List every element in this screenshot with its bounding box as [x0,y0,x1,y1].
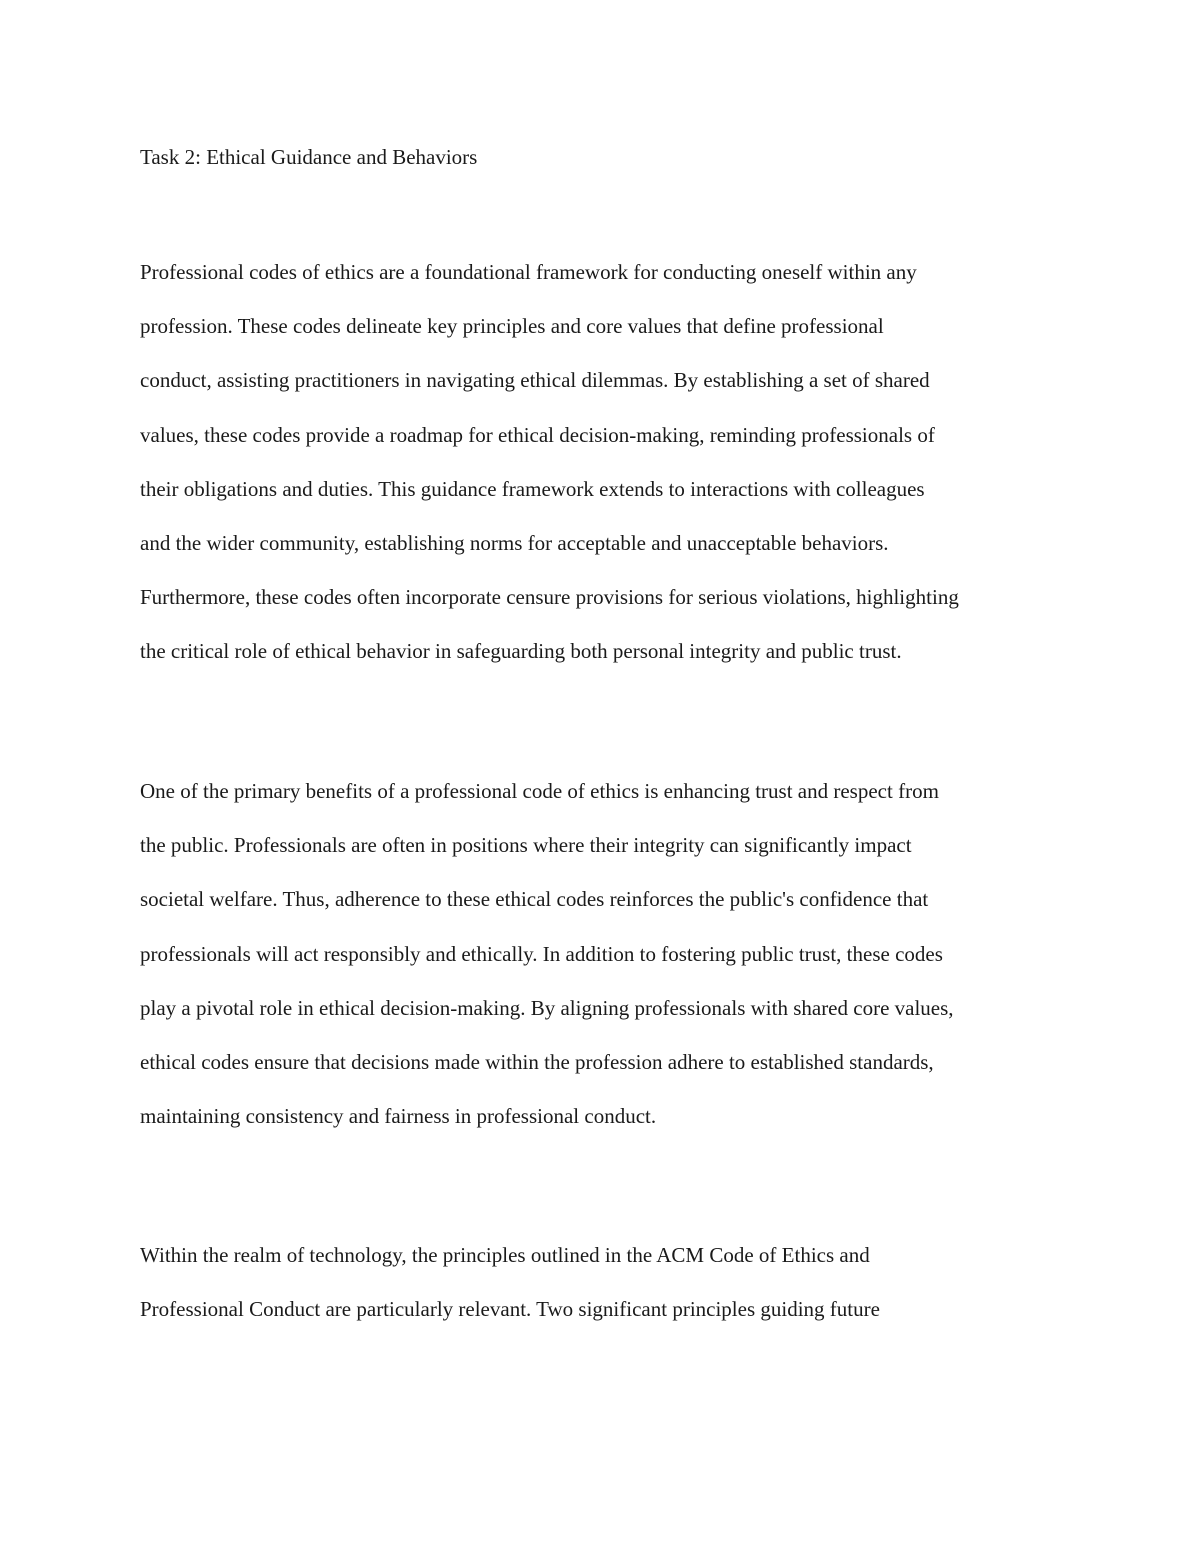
text-line: Professional codes of ethics are a foundational framework for conducting oneself within any [140,260,917,284]
text-line: the critical role of ethical behavior in safeguarding both personal integrity and public trust. [140,639,902,664]
text-line: Professional Conduct are particularly relevant. Two significant principles guiding future [140,1297,880,1322]
text-line: ethical codes ensure that decisions made within the profession adhere to established standards, [140,1049,934,1074]
paragraph-ethics-codes-overview [140,258,959,692]
text-line: conduct, assisting practitioners in navigating ethical dilemmas. By establishing a set of shared [140,368,930,393]
paragraph-acm-code [140,1241,880,1349]
text-line: profession. These codes delineate key principles and core values that define professional [140,314,884,339]
text-line: One of the primary benefits of a professional code of ethics is enhancing trust and respect from [140,779,939,803]
text-line: Furthermore, these codes often incorporate censure provisions for serious violations, highlighting [140,585,959,610]
text-line: their obligations and duties. This guidance framework extends to interactions with colleagues [140,476,925,501]
text-line: Within the realm of technology, the principles outlined in the ACM Code of Ethics and [140,1243,870,1267]
text-line: values, these codes provide a roadmap for ethical decision-making, reminding professionals of [140,422,935,447]
document-title: Task 2: Ethical Guidance and Behaviors [140,145,478,169]
text-line: professionals will act responsibly and ethically. In addition to fostering public trust, these codes [140,941,943,966]
text-line: societal welfare. Thus, adherence to these ethical codes reinforces the public's confidence that [140,887,929,912]
text-line: and the wider community, establishing norms for acceptable and unacceptable behaviors. [140,530,889,555]
paragraph-benefits-of-codes [140,777,954,1156]
text-line: play a pivotal role in ethical decision-making. By aligning professionals with shared core values, [140,995,954,1020]
text-line: the public. Professionals are often in positions where their integrity can significantly impact [140,833,912,858]
text-line: maintaining consistency and fairness in professional conduct. [140,1104,657,1129]
